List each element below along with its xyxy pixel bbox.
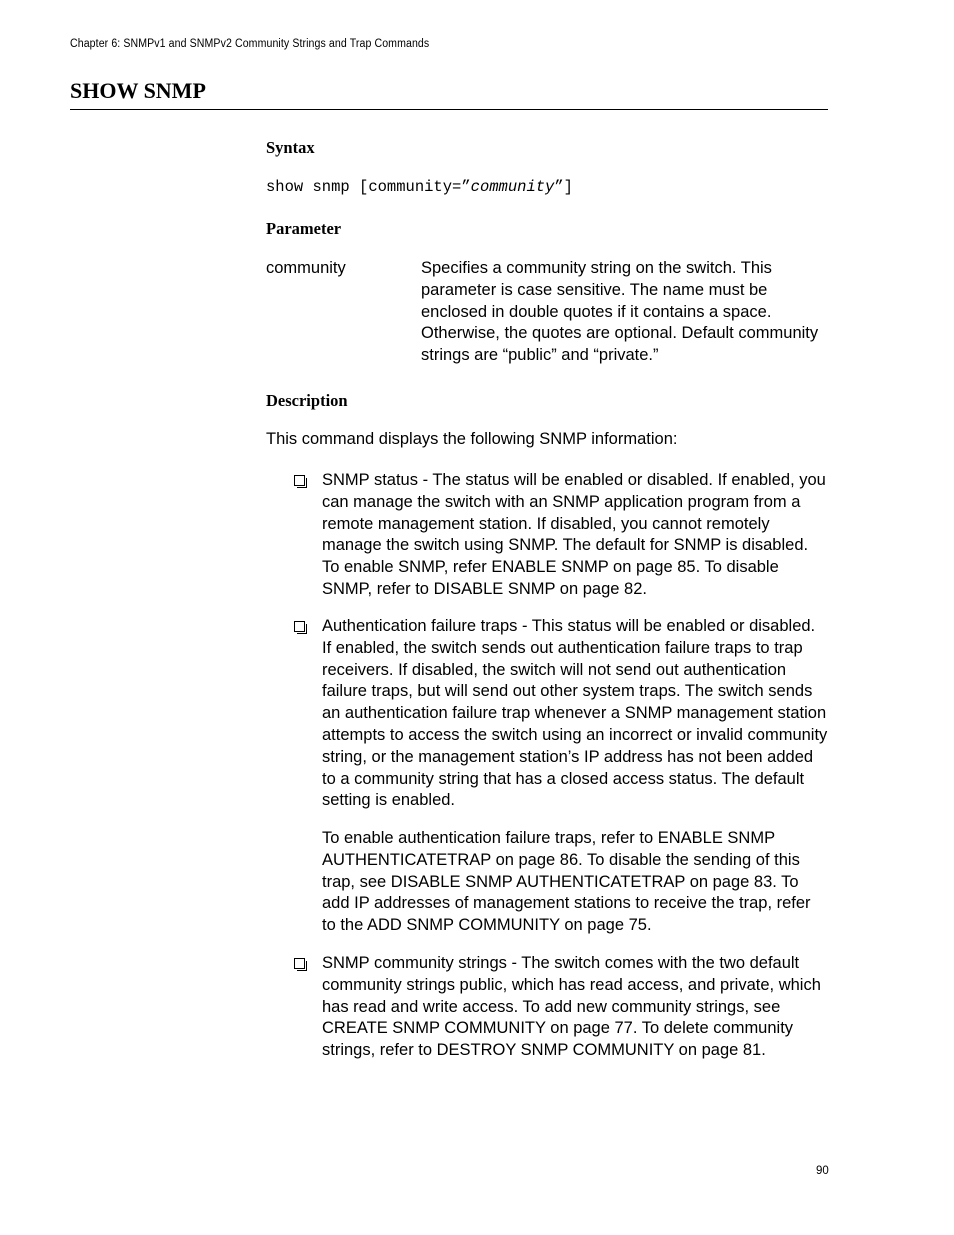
list-item-text: SNMP community strings - The switch comes with the two default community strings public, which has read access, and private, which has read and write access. To add new community strings, see CREATE SNMP COMMUNITY on page 77. To delete community strings, refer to DESTROY SNMP COMMUNITY on page 81. bbox=[322, 954, 821, 1060]
title-divider bbox=[70, 109, 828, 110]
page-title: SHOW SNMP bbox=[70, 78, 206, 103]
list-item-community-strings bbox=[294, 953, 828, 1062]
syntax-heading: Syntax bbox=[266, 138, 315, 157]
syntax-command-argument: community bbox=[470, 178, 555, 196]
parameter-heading: Parameter bbox=[266, 219, 342, 238]
parameter-name: community bbox=[266, 259, 346, 277]
syntax-command bbox=[266, 177, 573, 199]
page-number: 90 bbox=[816, 1165, 829, 1177]
description-heading: Description bbox=[266, 391, 348, 410]
syntax-command-prefix: show snmp [community=” bbox=[266, 178, 471, 196]
syntax-command-suffix: ”] bbox=[554, 178, 573, 196]
list-item-auth-failure-traps bbox=[294, 616, 828, 812]
parameter-description: Specifies a community string on the switch. This parameter is case sensitive. The name must be enclosed in double quotes if it contains a space. Otherwise, the quotes are optional. Default community strings are “public” and “private.” bbox=[421, 259, 819, 365]
list-item-text: SNMP status - The status will be enabled or disabled. If enabled, you can manage the switch with an SNMP application program from a remote management station. If disabled, you cannot remotely manage the switch using SNMP. The default for SNMP is disabled. To enable SNMP, refer ENABLE SNMP on page 85. To disable SNMP, refer to DISABLE SNMP on page 82. bbox=[322, 471, 826, 598]
running-header: Chapter 6: SNMPv1 and SNMPv2 Community Strings and Trap Commands bbox=[70, 38, 430, 50]
list-item-text: Authentication failure traps - This status will be enabled or disabled. If enabled, the switch sends out authentication failure traps to trap receivers. If disabled, the switch will not send out authentication failure traps, but will send out other system traps. The switch sends an authentication failure trap whenever a SNMP management station attempts to access the switch using an incorrect or invalid community string, or the management station’s IP address has not been added to a community string that has a closed access status. The default setting is enabled. bbox=[322, 617, 828, 810]
checkbox-bullet-icon bbox=[294, 475, 305, 486]
checkbox-bullet-icon bbox=[294, 958, 305, 969]
checkbox-bullet-icon bbox=[294, 621, 305, 632]
description-intro: This command displays the following SNMP information: bbox=[266, 430, 678, 448]
list-item-snmp-status bbox=[294, 470, 828, 601]
auth-traps-followup-paragraph: To enable authentication failure traps, refer to ENABLE SNMP AUTHENTICATETRAP on page 86. To disable the sending of this trap, see DISABLE SNMP AUTHENTICATETRAP on page 83. To add IP addresses of management stations to receive the trap, refer to the ADD SNMP COMMUNITY on page 75. bbox=[322, 829, 811, 935]
